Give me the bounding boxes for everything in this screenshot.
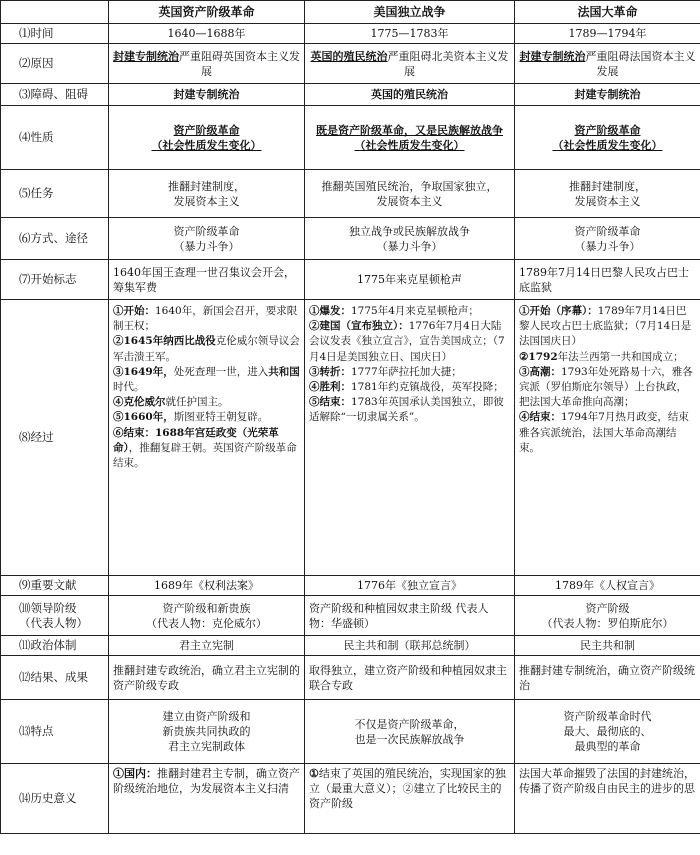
- nature-line-1: 既是资产阶级革命，又是民族解放战争: [316, 123, 503, 137]
- process-item: ④克伦威尔就任护国主。: [113, 396, 229, 409]
- cell-england: [109, 218, 305, 260]
- task-line-2: 发展资本主义: [173, 194, 240, 208]
- nature-line-2: （社会性质发生变化）: [552, 138, 663, 152]
- cell-france: 资产阶级 （代表人物：罗伯斯庇尔）: [515, 596, 700, 636]
- cell-usa: 1775—1783年: [305, 24, 515, 44]
- cell-usa: 不仅是资产阶级革命， 也是一次民族解放战争: [305, 700, 515, 764]
- header-france: 法国大革命: [515, 1, 700, 24]
- row-label: ⒁历史意义: [1, 764, 109, 834]
- nature-line-2: （社会性质发生变化）: [151, 138, 262, 152]
- row-label: ⑻经过: [1, 300, 109, 576]
- cell-england: 推翻封建专政统治，确立君主立宪制的资产阶级专政: [109, 656, 305, 700]
- process-item: ⑤结束：1783年英国承认美国独立，即彼适解除“一切隶属关系”。: [309, 396, 504, 424]
- row-label: ⑼重要文献: [1, 576, 109, 596]
- row-label: ⒀特点: [1, 700, 109, 764]
- row-label: ⑴时间: [1, 24, 109, 44]
- method-line-2: （暴力斗争）: [574, 239, 641, 253]
- row-obstacle: [1, 84, 700, 106]
- row-task: [1, 170, 700, 218]
- cell-england: [109, 170, 305, 218]
- row-leader: [1, 596, 700, 636]
- process-item: ①开始：1640年，新国会召开，要求限制王权；: [113, 305, 298, 333]
- cell-france: [515, 106, 700, 170]
- nature-line-1: 资产阶级革命: [574, 123, 641, 137]
- nature-line-2: （社会性质发生变化）: [354, 138, 465, 152]
- cell-usa: 英国的殖民统治: [305, 84, 515, 106]
- cell-france: [515, 170, 700, 218]
- process-item: ②1792年法兰西第一共和国成立；: [519, 350, 684, 363]
- cell-england: 1640年国王查理一世召集议会开会，筹集军费: [109, 260, 305, 300]
- cell-england: 建立由资产阶级和 新贵族共同执政的 君主立宪制政体: [109, 700, 305, 764]
- cell-france: 资产阶级革命时代 最大、最彻底的、 最典型的革命: [515, 700, 700, 764]
- row-document: [1, 576, 700, 596]
- row-time: [1, 24, 700, 44]
- row-label: ⑵原因: [1, 44, 109, 84]
- cell-usa: [305, 170, 515, 218]
- cell-usa: [305, 218, 515, 260]
- process-item: ⑤1660年，斯图亚特王朝复辟。: [113, 411, 269, 424]
- method-line-1: 独立战争或民族解放战争: [349, 224, 470, 238]
- row-nature: [1, 106, 700, 170]
- header-usa: 美国独立战争: [305, 1, 515, 24]
- process-item: ②建国（宣布独立）：1776年7月4日大陆会议发表《独立宣言》，宣告美国成立；（7月4日是美国独立日、国庆日）: [309, 320, 505, 363]
- row-label: ⑷性质: [1, 106, 109, 170]
- row-polity: [1, 636, 700, 656]
- cell-france: 封建专制统治: [515, 84, 700, 106]
- cell-france: 民主共和制: [515, 636, 700, 656]
- process-item: ③转折：1777年萨拉托加大捷；: [309, 365, 462, 378]
- cell-france: 法国大革命摧毁了法国的封建统治，传播了资产阶级自由民主的进步的思: [515, 764, 700, 834]
- row-label: ⑺开始标志: [1, 260, 109, 300]
- cell-england: 君主立宪制: [109, 636, 305, 656]
- cell-england: [109, 106, 305, 170]
- row-start: [1, 260, 700, 300]
- cell-usa: [305, 300, 515, 576]
- header-blank: [1, 1, 109, 24]
- task-line-1: 推翻英国殖民统治，争取国家独立，: [321, 179, 498, 193]
- cell-usa: 民主共和制（联邦总统制）: [305, 636, 515, 656]
- cell-england: ①国内：推翻封建君主专制，确立资产阶级统治地位，为发展资本主义扫清: [109, 764, 305, 834]
- cell-france: [515, 300, 700, 576]
- process-item: ①爆发：1775年4月来克星顿枪声；: [309, 305, 479, 317]
- row-significance: [1, 764, 700, 834]
- cell-usa: [305, 44, 515, 84]
- row-method: [1, 218, 700, 260]
- row-label: ⑹方式、途径: [1, 218, 109, 260]
- task-line-1: 推翻封建制度，: [569, 179, 646, 193]
- row-result: [1, 656, 700, 700]
- task-line-2: 发展资本主义: [574, 194, 641, 208]
- cell-usa: 1775年来克星顿枪声: [305, 260, 515, 300]
- process-item: ②1645年纳西比战役克伦威尔领导议会军击溃王军。: [113, 335, 300, 363]
- method-line-2: （暴力斗争）: [173, 239, 240, 253]
- method-line-1: 资产阶级革命: [574, 224, 641, 238]
- cell-france: 推翻封建专制统治，确立资产阶级统治: [515, 656, 700, 700]
- row-label: ⑸任务: [1, 170, 109, 218]
- cell-england: [109, 300, 305, 576]
- cell-france: 1789—1794年: [515, 24, 700, 44]
- process-item: ④胜利：1781年约克镇战役，英军投降；: [309, 381, 504, 394]
- row-cause: [1, 44, 700, 84]
- cause-bold: 封建专制统治: [113, 49, 179, 63]
- cell-england: 封建专制统治: [109, 84, 305, 106]
- process-item: ③高潮：1793年处死路易十六，雅各宾派（罗伯斯庇尔领导）上台执政，把法国大革命推向高潮；: [519, 365, 693, 409]
- cell-france: 1789年《人权宣言》: [515, 576, 700, 596]
- row-label: ⑽领导阶级 （代表人物）: [1, 596, 109, 636]
- process-item: ①开始（序幕）：1789年7月14日巴黎人民攻占巴士底监狱；（7月14日是法国国庆日）: [519, 305, 692, 348]
- header-england: 英国资产阶级革命: [109, 1, 305, 24]
- row-process: [1, 300, 700, 576]
- cell-usa: ①结束了英国的殖民统治，实现国家的独立（最重大意义）；②建立了比较民主的资产阶级: [305, 764, 515, 834]
- cell-usa: 资产阶级和种植园奴隶主阶级 代表人物：华盛顿）: [305, 596, 515, 636]
- cell-france: [515, 218, 700, 260]
- cell-england: 资产阶级和新贵族 （代表人物：克伦威尔）: [109, 596, 305, 636]
- cell-usa: [305, 106, 515, 170]
- row-label: ⑾政治体制: [1, 636, 109, 656]
- process-item: ④结束：1794年7月热月政变，结束雅各宾派统治，法国大革命高潮结束。: [519, 411, 689, 454]
- task-line-2: 发展资本主义: [376, 194, 443, 208]
- cell-usa: 1776年《独立宣言》: [305, 576, 515, 596]
- cause-rest: 严重阻碍北美资本主义发展: [387, 49, 509, 78]
- cell-usa: 取得独立，建立资产阶级和种植园奴隶主联合专政: [305, 656, 515, 700]
- cell-france: 1789年7月14日巴黎人民攻占巴士底监狱: [515, 260, 700, 300]
- cell-france: [515, 44, 700, 84]
- process-item: ⑥结束：1688年宫廷政变（光荣革命），推翻复辟王朝。英国资产阶级革命结束。: [113, 426, 297, 470]
- method-line-2: （暴力斗争）: [376, 239, 443, 253]
- row-label: ⑿结果、成果: [1, 656, 109, 700]
- cell-england: [109, 44, 305, 84]
- cause-bold: 封建专制统治: [519, 49, 586, 63]
- cause-rest: 严重阻碍英国资本主义发展: [179, 49, 300, 78]
- cell-england: 1640—1688年: [109, 24, 305, 44]
- header-row: [1, 1, 700, 24]
- cause-rest: 严重阻碍法国资本主义发展: [585, 49, 696, 78]
- process-item: ③1649年，处死查理一世，进入共和国时代。: [113, 365, 300, 394]
- cell-england: 1689年《权利法案》: [109, 576, 305, 596]
- method-line-1: 资产阶级革命: [173, 224, 240, 238]
- nature-line-1: 资产阶级革命: [173, 123, 240, 137]
- cause-bold: 英国的殖民统治: [310, 49, 388, 63]
- row-feature: [1, 700, 700, 764]
- row-label: ⑶障碍、阻碍: [1, 84, 109, 106]
- task-line-1: 推翻封建制度，: [168, 179, 245, 193]
